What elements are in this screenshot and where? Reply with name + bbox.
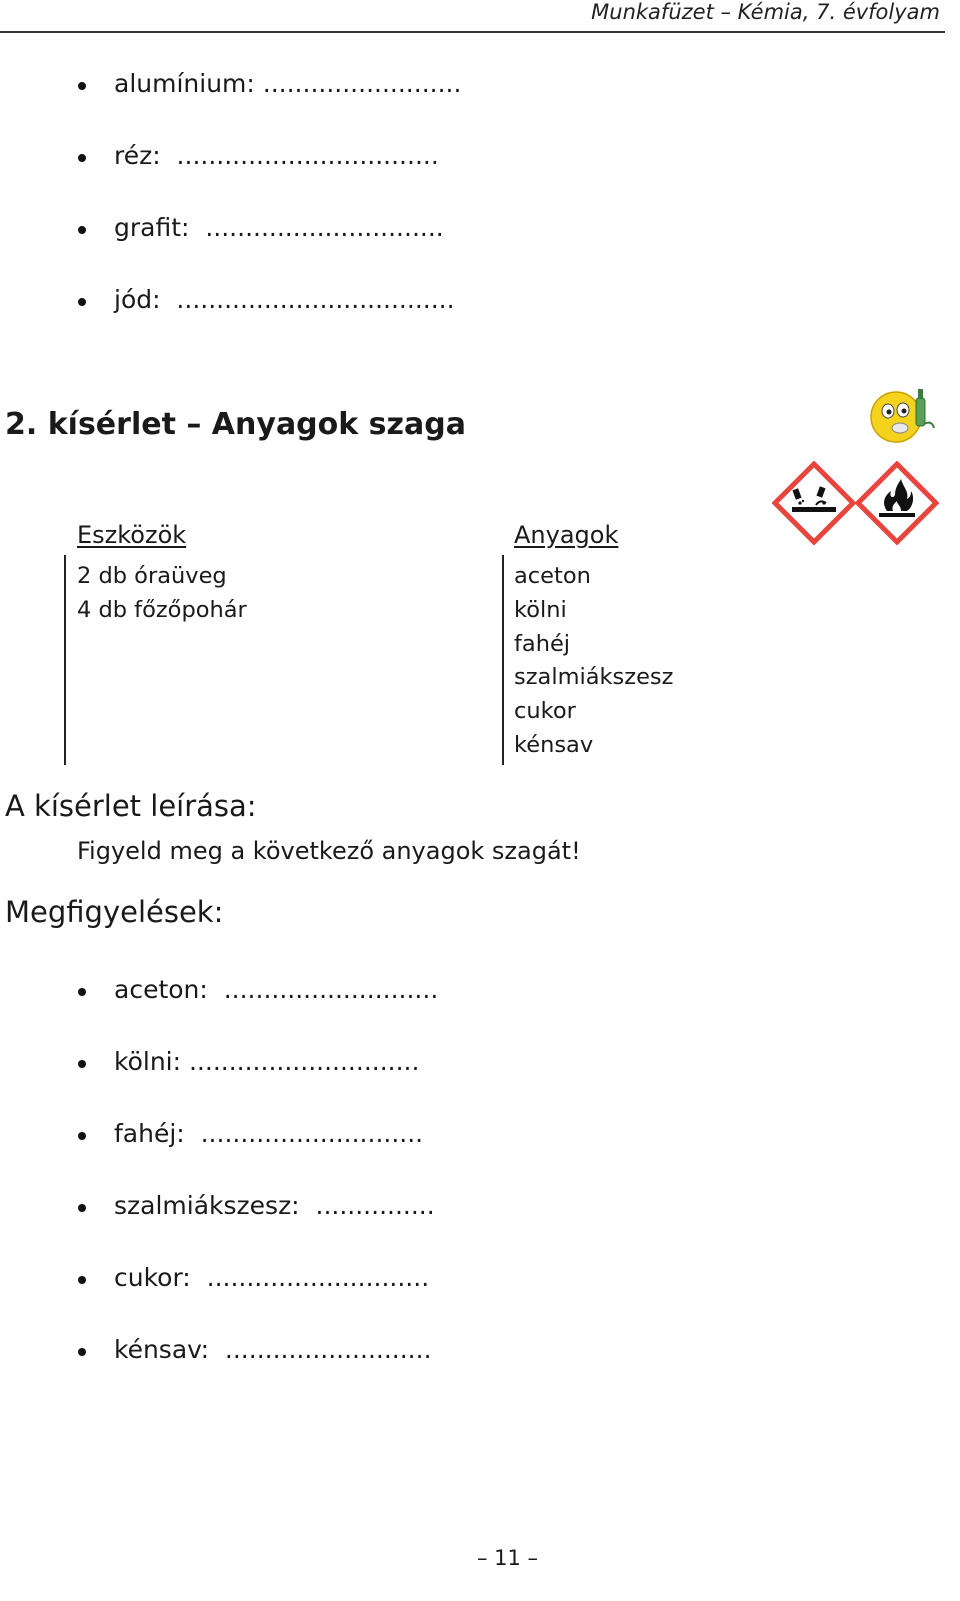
material-item: szalmiákszesz xyxy=(514,664,674,691)
list-item-label: fahéj: ............................ xyxy=(114,1119,424,1148)
list-item-label: szalmiákszesz: ............... xyxy=(114,1191,435,1220)
bullet-icon xyxy=(78,82,86,90)
bullet-icon xyxy=(78,1204,86,1212)
material-item: kénsav xyxy=(514,731,594,758)
list-item-label: alumínium: ......................... xyxy=(114,69,462,98)
smiley-with-bottle-icon xyxy=(866,384,940,446)
materials-heading: Anyagok xyxy=(514,521,619,549)
bullet-icon xyxy=(78,1132,86,1140)
observations-label: Megfigyelések: xyxy=(5,895,224,929)
bullet-icon xyxy=(78,226,86,234)
tools-divider xyxy=(64,555,66,765)
materials-divider xyxy=(502,555,504,765)
tools-heading: Eszközök xyxy=(77,521,187,549)
bullet-icon xyxy=(78,988,86,996)
material-item: aceton xyxy=(514,563,591,589)
page-header xyxy=(0,0,945,33)
material-item: fahéj xyxy=(514,630,571,657)
list-item-label: kölni: ............................. xyxy=(114,1047,420,1076)
description-label: A kísérlet leírása: xyxy=(5,789,257,823)
ghs-flammable-icon xyxy=(855,461,939,545)
material-item: kölni xyxy=(514,596,567,623)
ghs-corrosive-icon xyxy=(772,461,856,545)
material-item: cukor xyxy=(514,698,576,725)
tool-item: 2 db óraüveg xyxy=(77,563,227,589)
list-item-label: jód: ................................... xyxy=(114,285,455,314)
experiment-title: 2. kísérlet – Anyagok szaga xyxy=(5,407,466,442)
list-item-label: grafit: .............................. xyxy=(114,213,444,242)
bullet-icon xyxy=(78,1348,86,1356)
list-item-label: aceton: ........................... xyxy=(114,975,439,1004)
instruction-text: Figyeld meg a következő anyagok szagát! xyxy=(77,837,581,865)
tool-item: 4 db főzőpohár xyxy=(77,596,247,623)
list-item-label: cukor: ............................ xyxy=(114,1263,430,1292)
list-item-label: réz: ................................. xyxy=(114,141,439,170)
bullet-icon xyxy=(78,298,86,306)
page-number: – 11 – xyxy=(476,1546,539,1570)
header-title: Munkafüzet – Kémia, 7. évfolyam xyxy=(591,0,940,24)
materials-list xyxy=(514,560,673,763)
list-item-label: kénsav: .......................... xyxy=(114,1335,432,1364)
bullet-icon xyxy=(78,1060,86,1068)
bullet-icon xyxy=(78,1276,86,1284)
bullet-icon xyxy=(78,154,86,162)
tools-list xyxy=(77,560,247,628)
